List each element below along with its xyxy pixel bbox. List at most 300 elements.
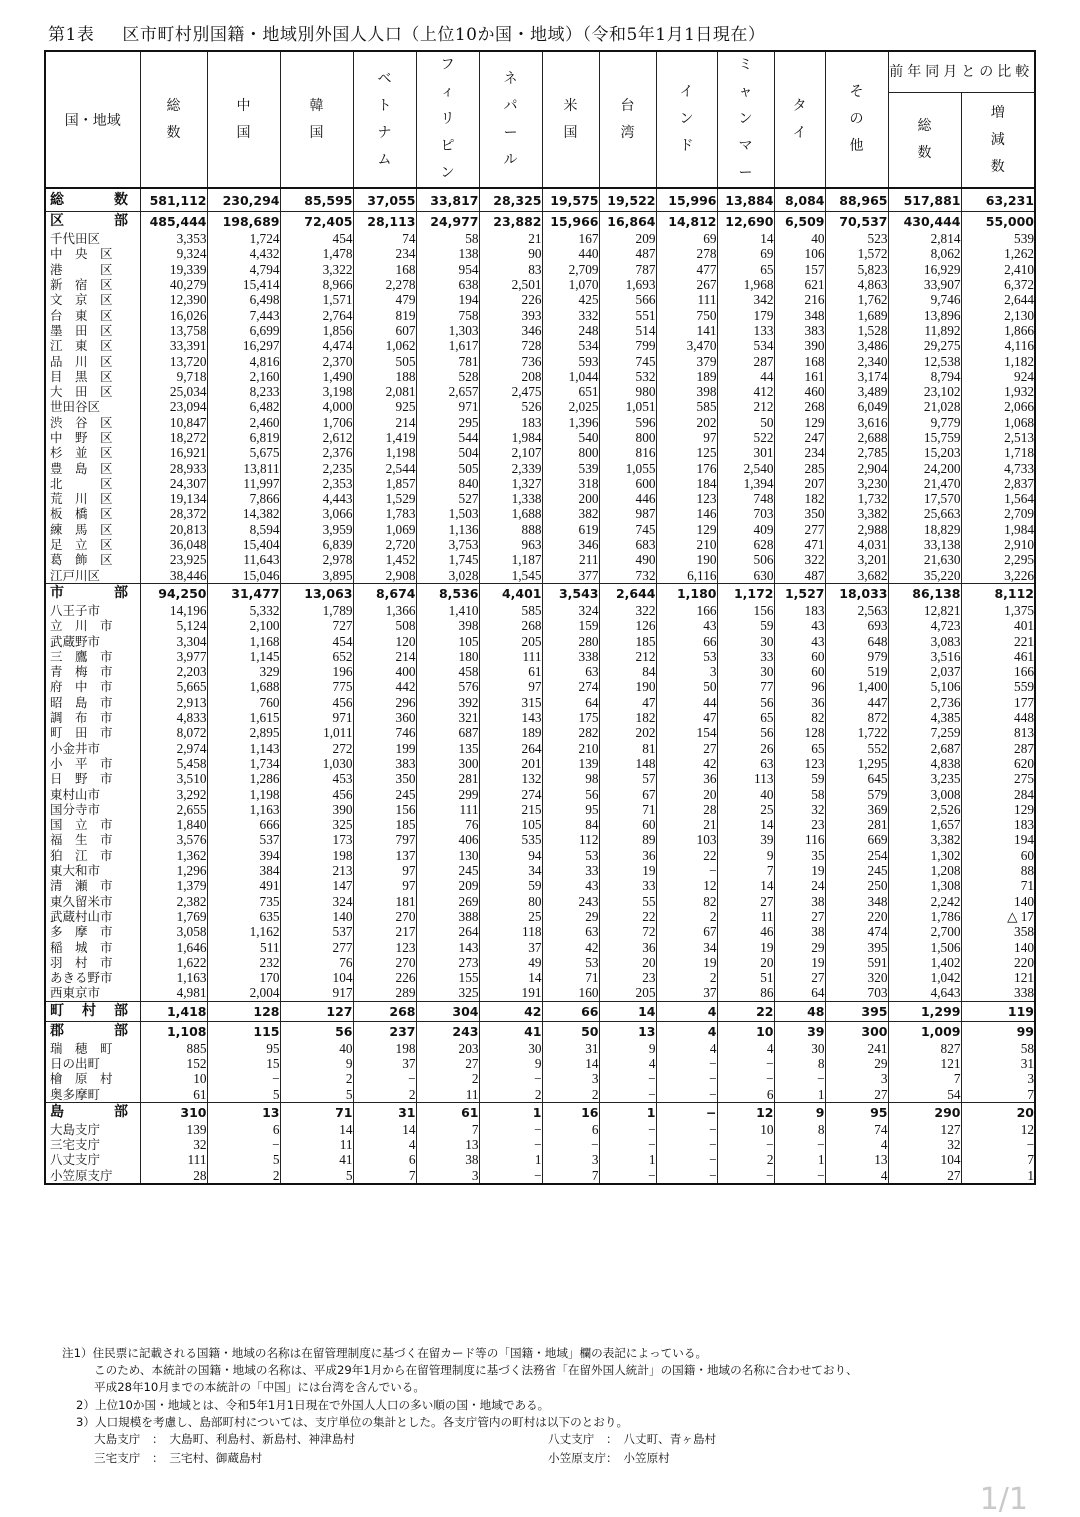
row-label: 世田谷区 — [45, 399, 140, 414]
table-cell: 18,272 — [140, 430, 207, 445]
table-cell: 2 — [542, 1086, 599, 1102]
table-cell: 1,856 — [280, 323, 353, 338]
table-cell: 4,474 — [280, 338, 353, 353]
table-cell: 348 — [774, 307, 825, 322]
table-cell: 16,864 — [599, 212, 656, 232]
table-cell: 14,382 — [207, 506, 280, 521]
table-cell: 6,482 — [207, 399, 280, 414]
table-cell: 20 — [656, 786, 717, 801]
table-cell: 325 — [416, 985, 479, 1001]
table-row — [45, 246, 1035, 261]
table-cell: 15,414 — [207, 277, 280, 292]
row-label: 練 馬 区 — [45, 522, 140, 537]
table-cell: 2,037 — [888, 664, 961, 679]
table-cell: 1,529 — [353, 491, 416, 506]
table-cell: − — [542, 1137, 599, 1152]
population-table — [44, 50, 1036, 1185]
table-cell: 267 — [656, 277, 717, 292]
table-cell: 34 — [479, 863, 542, 878]
table-cell: 182 — [599, 710, 656, 725]
table-cell: 104 — [280, 970, 353, 985]
row-label: 北 区 — [45, 476, 140, 491]
table-cell: 210 — [656, 537, 717, 552]
table-cell: 85,595 — [280, 188, 353, 212]
table-cell: 1,418 — [140, 1001, 207, 1021]
table-cell: 2,709 — [961, 506, 1035, 521]
table-cell: 8,112 — [961, 583, 1035, 603]
table-cell: 412 — [717, 384, 774, 399]
table-cell: 63,231 — [961, 188, 1035, 212]
table-cell: − — [656, 1137, 717, 1152]
table-cell: 5,675 — [207, 445, 280, 460]
header-col — [774, 51, 825, 188]
table-cell: 61 — [479, 664, 542, 679]
table-cell: 6,498 — [207, 292, 280, 307]
table-cell: 2,242 — [888, 893, 961, 908]
table-cell: 390 — [280, 802, 353, 817]
table-cell: 800 — [542, 445, 599, 460]
table-cell: 104 — [888, 1152, 961, 1167]
table-cell: 4 — [599, 1056, 656, 1071]
table-cell: 12,390 — [140, 292, 207, 307]
table-cell: 1,527 — [774, 583, 825, 603]
table-row — [45, 741, 1035, 756]
table-cell: 27 — [888, 1168, 961, 1184]
table-cell: 95 — [825, 1102, 888, 1122]
row-label: 調 布 市 — [45, 710, 140, 725]
table-cell: 156 — [717, 603, 774, 618]
table-cell: 13 — [416, 1137, 479, 1152]
table-cell: 36 — [774, 695, 825, 710]
table-cell: 1,069 — [353, 522, 416, 537]
row-label: 小金井市 — [45, 741, 140, 756]
table-cell: 487 — [599, 246, 656, 261]
table-cell: 21 — [479, 231, 542, 246]
table-cell: 1,172 — [717, 583, 774, 603]
table-row — [45, 277, 1035, 292]
table-cell: 41 — [479, 1021, 542, 1041]
table-cell: 1,286 — [207, 771, 280, 786]
table-cell: 65 — [717, 262, 774, 277]
table-cell: 106 — [774, 246, 825, 261]
table-cell: 4,838 — [888, 756, 961, 771]
table-cell: 474 — [825, 924, 888, 939]
table-cell: △ 17 — [961, 909, 1035, 924]
table-cell: 33,907 — [888, 277, 961, 292]
table-cell: 1,030 — [280, 756, 353, 771]
table-cell: 4 — [353, 1137, 416, 1152]
table-cell: 506 — [717, 552, 774, 567]
table-cell: 456 — [280, 695, 353, 710]
header-col — [416, 51, 479, 188]
table-cell: 111 — [479, 649, 542, 664]
header-col — [717, 51, 774, 188]
table-cell: 42 — [479, 1001, 542, 1021]
table-cell: 1,706 — [280, 415, 353, 430]
table-row — [45, 1041, 1035, 1056]
table-row — [45, 649, 1035, 664]
table-cell: 38 — [774, 924, 825, 939]
table-cell: 8,674 — [353, 583, 416, 603]
table-cell: 98 — [542, 771, 599, 786]
table-cell: 1,366 — [353, 603, 416, 618]
table-cell: 29,275 — [888, 338, 961, 353]
table-cell: 138 — [416, 246, 479, 261]
table-cell: 544 — [416, 430, 479, 445]
table-cell: 12,690 — [717, 212, 774, 232]
table-cell: 1,506 — [888, 939, 961, 954]
table-cell: 32 — [140, 1137, 207, 1152]
table-cell: 4,443 — [280, 491, 353, 506]
table-cell: 59 — [717, 618, 774, 633]
table-cell: 552 — [825, 741, 888, 756]
row-label: 板 橋 区 — [45, 506, 140, 521]
table-cell: 479 — [353, 292, 416, 307]
table-cell: 51 — [717, 970, 774, 985]
table-row — [45, 832, 1035, 847]
table-cell: 787 — [599, 262, 656, 277]
table-cell: 1,688 — [207, 679, 280, 694]
table-cell: 287 — [717, 353, 774, 368]
table-cell: 198 — [353, 1041, 416, 1056]
table-cell: 237 — [353, 1021, 416, 1041]
note-1-cont-b: 平成28年10月までの本統計の「中国」には台湾を含んでいる。 — [94, 1380, 425, 1395]
table-cell: 199 — [353, 741, 416, 756]
table-row — [45, 664, 1035, 679]
row-label: 荒 川 区 — [45, 491, 140, 506]
row-label: 台 東 区 — [45, 307, 140, 322]
table-cell: 247 — [774, 430, 825, 445]
row-label: 市 部 — [45, 583, 140, 603]
row-label: 立 川 市 — [45, 618, 140, 633]
table-cell: 446 — [599, 491, 656, 506]
table-cell: 1,379 — [140, 878, 207, 893]
table-row — [45, 1071, 1035, 1086]
table-cell: 190 — [656, 552, 717, 567]
table-cell: 471 — [774, 537, 825, 552]
table-cell: 84 — [599, 664, 656, 679]
table-cell: 6,372 — [961, 277, 1035, 292]
table-cell: − — [599, 1071, 656, 1086]
table-cell: 3,516 — [888, 649, 961, 664]
row-label: 青 梅 市 — [45, 664, 140, 679]
table-cell: 760 — [207, 695, 280, 710]
table-cell: 539 — [961, 231, 1035, 246]
table-cell: 1,145 — [207, 649, 280, 664]
table-row — [45, 1086, 1035, 1102]
table-cell: 2,235 — [280, 460, 353, 475]
table-cell: 212 — [717, 399, 774, 414]
table-cell: 4,031 — [825, 537, 888, 552]
table-cell: 4,833 — [140, 710, 207, 725]
row-label: 東大和市 — [45, 863, 140, 878]
row-label: 府 中 市 — [45, 679, 140, 694]
table-cell: 140 — [280, 909, 353, 924]
table-cell: 9,718 — [140, 369, 207, 384]
table-row — [45, 1152, 1035, 1167]
table-cell: − — [717, 1137, 774, 1152]
table-cell: 33,817 — [416, 188, 479, 212]
table-cell: 5 — [207, 1086, 280, 1102]
table-cell: 2,910 — [961, 537, 1035, 552]
row-label: 文 京 区 — [45, 292, 140, 307]
header-char: 増 — [990, 104, 1005, 121]
header-col — [479, 51, 542, 188]
table-cell: 230,294 — [207, 188, 280, 212]
table-cell: 7,259 — [888, 725, 961, 740]
table-row — [45, 603, 1035, 618]
table-cell: 1,338 — [479, 491, 542, 506]
table-cell: 1,163 — [140, 970, 207, 985]
table-cell: 3,382 — [825, 506, 888, 521]
table-cell: 2,764 — [280, 307, 353, 322]
table-cell: − — [479, 1137, 542, 1152]
table-cell: 57 — [599, 771, 656, 786]
table-cell: 320 — [825, 970, 888, 985]
table-cell: 551 — [599, 307, 656, 322]
table-cell: 453 — [280, 771, 353, 786]
table-cell: 56 — [280, 1021, 353, 1041]
table-cell: 2,687 — [888, 741, 961, 756]
table-cell: 31 — [353, 1102, 416, 1122]
table-cell: 42 — [542, 939, 599, 954]
row-label: 区 部 — [45, 212, 140, 232]
header-char: ピ — [440, 138, 455, 154]
table-cell: 125 — [656, 445, 717, 460]
table-cell: 12 — [656, 878, 717, 893]
table-cell: 20 — [599, 955, 656, 970]
table-cell: 88 — [961, 863, 1035, 878]
header-char: ド — [679, 138, 694, 154]
table-cell: 635 — [207, 909, 280, 924]
table-cell: − — [599, 1137, 656, 1152]
table-cell: 9 — [717, 848, 774, 863]
header-char: ネ — [503, 70, 518, 87]
table-cell: 395 — [825, 1001, 888, 1021]
table-cell: 13,811 — [207, 460, 280, 475]
header-compare-diff — [961, 93, 1035, 188]
table-cell: 15,203 — [888, 445, 961, 460]
table-cell: 687 — [416, 725, 479, 740]
table-cell: 50 — [542, 1021, 599, 1041]
table-cell: 287 — [961, 741, 1035, 756]
row-label: 杉 並 区 — [45, 445, 140, 460]
table-cell: 4,385 — [888, 710, 961, 725]
table-cell: 43 — [774, 633, 825, 648]
table-cell: 651 — [542, 384, 599, 399]
table-cell: 4,794 — [207, 262, 280, 277]
table-cell: − — [656, 1102, 717, 1122]
table-cell: 1,400 — [825, 679, 888, 694]
table-cell: 537 — [280, 924, 353, 939]
table-cell: 461 — [961, 649, 1035, 664]
table-cell: 523 — [825, 231, 888, 246]
table-cell: 979 — [825, 649, 888, 664]
table-cell: 3 — [416, 1168, 479, 1184]
table-cell: 534 — [717, 338, 774, 353]
table-cell: 5,823 — [825, 262, 888, 277]
table-cell: 65 — [774, 741, 825, 756]
table-cell: − — [479, 1168, 542, 1184]
header-char: マ — [738, 138, 753, 154]
table-row — [45, 893, 1035, 908]
table-cell: 274 — [542, 679, 599, 694]
table-cell: 3,230 — [825, 476, 888, 491]
table-cell: 99 — [961, 1021, 1035, 1041]
table-cell: 1,572 — [825, 246, 888, 261]
table-cell: 143 — [416, 939, 479, 954]
header-char: 中 — [236, 97, 251, 114]
table-row — [45, 786, 1035, 801]
table-cell: 442 — [353, 679, 416, 694]
table-row — [45, 307, 1035, 322]
note-2: 2）上位10か国・地域とは、令和5年1月1日現在で外国人人口の多い順の国・地域である。 — [76, 1397, 550, 1412]
table-cell: 440 — [542, 246, 599, 261]
table-cell: 74 — [825, 1122, 888, 1137]
header-col — [140, 51, 207, 188]
table-cell: 190 — [599, 679, 656, 694]
table-cell: 630 — [717, 568, 774, 584]
table-header — [45, 51, 1035, 188]
header-char: フ — [440, 57, 455, 73]
table-cell: 4,981 — [140, 985, 207, 1001]
table-cell: 2,655 — [140, 802, 207, 817]
table-cell: 1,732 — [825, 491, 888, 506]
table-cell: 1,657 — [888, 817, 961, 832]
table-cell: 74 — [353, 231, 416, 246]
table-cell: 156 — [353, 802, 416, 817]
table-cell: 1,296 — [140, 863, 207, 878]
table-cell: − — [717, 1071, 774, 1086]
table-cell: 1,762 — [825, 292, 888, 307]
table-cell: 250 — [825, 878, 888, 893]
table-cell: 212 — [599, 649, 656, 664]
table-cell: 40,279 — [140, 277, 207, 292]
table-cell: 27 — [717, 893, 774, 908]
table-row — [45, 756, 1035, 771]
table-cell: 25,663 — [888, 506, 961, 521]
table-cell: 348 — [825, 893, 888, 908]
table-cell: 182 — [774, 491, 825, 506]
table-cell: 11,892 — [888, 323, 961, 338]
table-row — [45, 878, 1035, 893]
table-cell: 6,699 — [207, 323, 280, 338]
row-label: 大島支庁 — [45, 1122, 140, 1137]
table-row — [45, 970, 1035, 985]
table-cell: 1,163 — [207, 802, 280, 817]
table-cell: 1,478 — [280, 246, 353, 261]
row-label: 武蔵野市 — [45, 633, 140, 648]
row-label: 墨 田 区 — [45, 323, 140, 338]
table-cell: 819 — [353, 307, 416, 322]
table-cell: 181 — [353, 893, 416, 908]
table-cell: 2,544 — [353, 460, 416, 475]
table-cell: 1,402 — [888, 955, 961, 970]
table-cell: 394 — [207, 848, 280, 863]
table-cell: 277 — [774, 522, 825, 537]
table-cell: 282 — [542, 725, 599, 740]
header-compare-total — [888, 93, 961, 188]
table-cell: 168 — [353, 262, 416, 277]
table-cell: 203 — [416, 1041, 479, 1056]
table-cell: 8,062 — [888, 246, 961, 261]
row-label: 豊 島 区 — [45, 460, 140, 475]
table-cell: 245 — [416, 863, 479, 878]
header-char: 減 — [990, 131, 1005, 148]
table-cell: 2 — [656, 970, 717, 985]
table-cell: 2,501 — [479, 277, 542, 292]
table-cell: 3,066 — [280, 506, 353, 521]
table-cell: 2,814 — [888, 231, 961, 246]
table-cell: 33,391 — [140, 338, 207, 353]
table-cell: 226 — [479, 292, 542, 307]
header-col — [825, 51, 888, 188]
header-char: 国 — [236, 124, 251, 141]
table-cell: 32 — [888, 1137, 961, 1152]
table-cell: 621 — [774, 277, 825, 292]
table-cell: 210 — [542, 741, 599, 756]
table-cell: 1,180 — [656, 583, 717, 603]
header-compare: 前年同月との比較 — [888, 51, 1035, 93]
table-cell: 16,921 — [140, 445, 207, 460]
table-cell: 477 — [656, 262, 717, 277]
table-cell: 148 — [599, 756, 656, 771]
table-cell: 147 — [280, 878, 353, 893]
table-cell: 388 — [416, 909, 479, 924]
table-cell: 27 — [416, 1056, 479, 1071]
table-cell: 24 — [774, 878, 825, 893]
table-cell: 514 — [599, 323, 656, 338]
table-cell: 53 — [542, 955, 599, 970]
header-char: ン — [440, 165, 455, 181]
table-cell: 1,143 — [207, 741, 280, 756]
table-cell: 22 — [717, 1001, 774, 1021]
table-cell: 2,382 — [140, 893, 207, 908]
table-cell: 813 — [961, 725, 1035, 740]
table-cell: 6 — [353, 1152, 416, 1167]
table-cell: − — [656, 1086, 717, 1102]
table-cell: 528 — [416, 369, 479, 384]
table-cell: 10 — [717, 1021, 774, 1041]
table-cell: 2,460 — [207, 415, 280, 430]
table-cell: 346 — [542, 537, 599, 552]
table-cell: 209 — [416, 878, 479, 893]
table-cell: 4,116 — [961, 338, 1035, 353]
table-cell: 1,571 — [280, 292, 353, 307]
row-label: 奥多摩町 — [45, 1086, 140, 1102]
table-cell: 1,718 — [961, 445, 1035, 460]
table-cell: 18,033 — [825, 583, 888, 603]
table-cell: 64 — [542, 695, 599, 710]
table-cell: 154 — [656, 725, 717, 740]
table-cell: 885 — [140, 1041, 207, 1056]
table-cell: 2,612 — [280, 430, 353, 445]
table-cell: 33 — [717, 649, 774, 664]
table-cell: 21,630 — [888, 552, 961, 567]
table-row — [45, 188, 1035, 212]
table-cell: 4 — [656, 1001, 717, 1021]
row-label: 目 黒 区 — [45, 369, 140, 384]
table-cell: 2 — [353, 1086, 416, 1102]
table-cell: 183 — [774, 603, 825, 618]
table-row — [45, 491, 1035, 506]
header-char: ナ — [377, 124, 392, 141]
table-cell: 8,084 — [774, 188, 825, 212]
table-row — [45, 552, 1035, 567]
table-cell: 652 — [280, 649, 353, 664]
row-label: 葛 飾 区 — [45, 552, 140, 567]
row-label: 新 宿 区 — [45, 277, 140, 292]
